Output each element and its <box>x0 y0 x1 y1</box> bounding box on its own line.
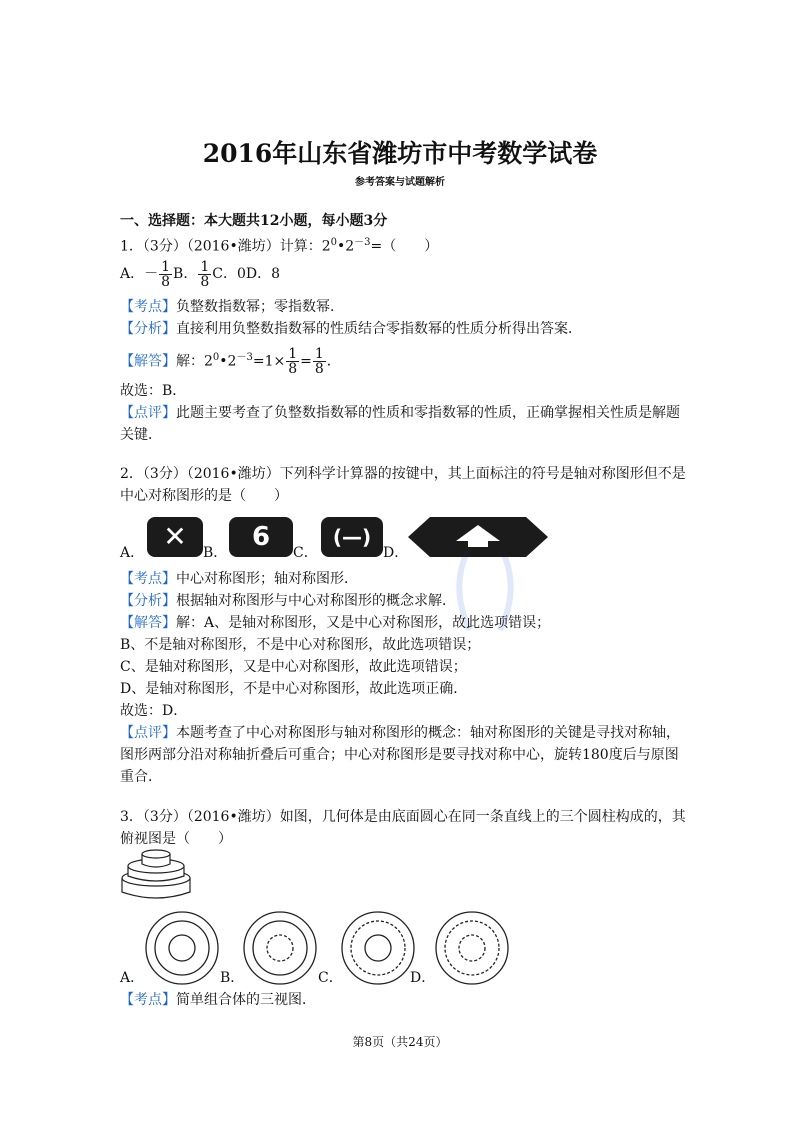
q2-label-b: B． <box>203 545 228 561</box>
fraction: $\frac{1}{8}$ <box>200 258 210 290</box>
q2-stem-cont: 中心对称图形的是（ ） <box>120 488 288 504</box>
section-heading: 一、选择题：本大题共12小题，每小题3分 <box>120 213 388 229</box>
fraction: $\frac{1}{8}$ <box>288 346 298 378</box>
q1-kaodian: 【考点】负整数指数幂；零指数幂． <box>120 299 344 315</box>
q2-stem: 2．（3分）（2016•潍坊）下列科学计算器的按键中，其上面标注的符号是轴对称图形但不是 <box>120 466 686 482</box>
calculator-key-shift <box>408 517 548 557</box>
q2-answer: 故选：D． <box>120 703 188 719</box>
q2-jieda: 【解答】解：A、是轴对称图形，又是中心对称图形，故此选项错误； <box>120 615 551 631</box>
q1-fenxi: 【分析】直接利用负整数指数幂的性质结合零指数幂的性质分析得出答案． <box>120 321 582 337</box>
q3-label-b: B． <box>220 970 245 986</box>
q2-label-c: C． <box>293 545 318 561</box>
q2-jieda-b: B、不是轴对称图形，不是中心对称图形，故此选项错误； <box>120 637 481 653</box>
calculator-key-multiply: ✕ <box>147 517 203 557</box>
q1-stem: 1．（3分）（2016•潍坊）计算：$2^0•2^{-3}=$（ ） <box>120 237 439 255</box>
cylinder-stack-figure <box>118 848 198 904</box>
q2-dianping-3: 重合． <box>120 769 162 785</box>
q3-stem-cont: 俯视图是（ ） <box>120 831 232 847</box>
page-footer: 第8页（共24页） <box>352 1035 448 1049</box>
q3-label-a: A． <box>120 970 145 986</box>
q2-kaodian: 【考点】中心对称图形；轴对称图形． <box>120 571 358 587</box>
q2-label-a: A． <box>120 545 145 561</box>
q3-label-d: D． <box>410 970 436 986</box>
q2-fenxi: 【分析】根据轴对称图形与中心对称图形的概念求解． <box>120 593 456 609</box>
q1-dianping: 【点评】此题主要考查了负整数指数幂的性质和零指数幂的性质，正确掌握相关性质是解题 <box>120 405 680 421</box>
q2-jieda-c: C、是轴对称图形，又是中心对称图形，故此选项错误； <box>120 659 467 675</box>
q2-jieda-d: D、是轴对称图形，不是中心对称图形，故此选项正确． <box>120 681 468 697</box>
q1-jieda: 【解答】解：$2^0•2^{-3}=1\times$ $\frac{1}{8}$ = $\frac{1}{8}$ ． <box>120 346 341 378</box>
page-subtitle: 参考答案与试题解析 <box>355 177 445 188</box>
top-view-option-c <box>340 910 416 986</box>
q2-dianping: 【点评】本题考查了中心对称图形与轴对称图形的概念：轴对称图形的关键是寻找对称轴， <box>120 725 680 741</box>
q3-stem: 3．（3分）（2016•潍坊）如图，几何体是由底面圆心在同一条直线上的三个圆柱构成的，其 <box>120 809 686 825</box>
calculator-key-six: 6 <box>229 517 293 557</box>
top-view-option-b <box>242 910 318 986</box>
calculator-key-negative: (—) <box>321 517 383 557</box>
q1-dianping-cont: 关键． <box>120 427 162 443</box>
q3-kaodian: 【考点】简单组合体的三视图． <box>120 992 316 1008</box>
top-view-option-a <box>144 910 220 986</box>
q2-label-d: D． <box>383 545 409 561</box>
page-title: 2016年山东省潍坊市中考数学试卷 <box>202 139 598 168</box>
fraction: $\frac{1}{8}$ <box>314 346 324 378</box>
top-view-option-d <box>434 910 510 986</box>
q3-label-c: C． <box>318 970 343 986</box>
q2-dianping-2: 图形两部分沿对称轴折叠后可重合；中心对称图形是要寻找对称中心，旋转180度后与原图 <box>120 747 679 763</box>
q1-options: A．－ $\frac{1}{8}$ B． $\frac{1}{8}$ C．0D．8 <box>120 258 281 290</box>
q1-answer: 故选：B． <box>120 383 187 399</box>
fraction: $\frac{1}{8}$ <box>161 258 171 290</box>
